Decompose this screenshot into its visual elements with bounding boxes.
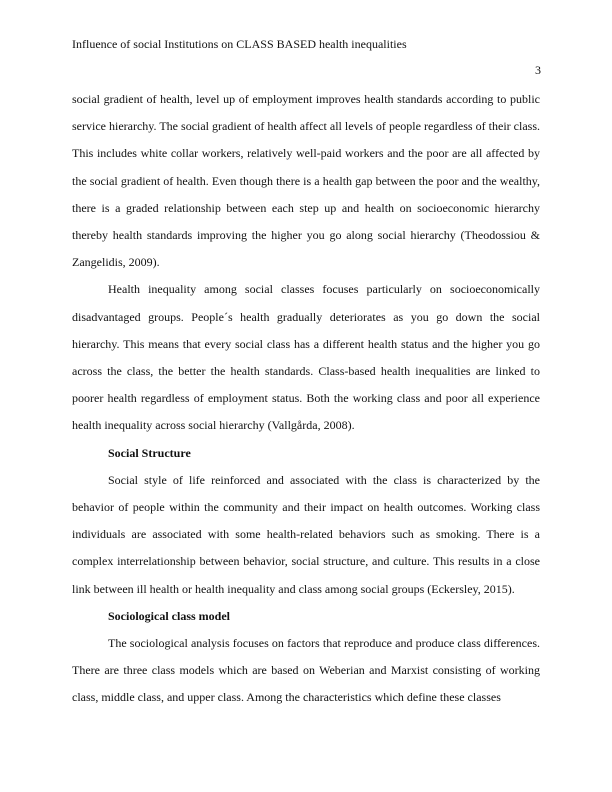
paragraph-class-model: The sociological analysis focuses on factors that reproduce and produce class differences. There are three class models which are based on Weberian and Marxist consisting of working class, middle class, and upper class. Among the characteristics which define these classes (72, 636, 540, 705)
heading-social-structure: Social Structure (108, 445, 191, 460)
document-body (72, 86, 540, 712)
paragraph-health-inequality: Health inequality among social classes focuses particularly on socioeconomically disadvantaged groups. People´s health gradually deteriorates as you go down the social hierarchy. This means that every social class has a different health status and the higher you go across the class, the better the health standards. Class-based health inequalities are linked to poorer health regardless of employment status. Both the working class and poor all experience health inequality across social hierarchy (Vallgårda, 2008). (72, 282, 540, 433)
running-head: Influence of social Institutions on CLASS BASED health inequalities (72, 37, 407, 51)
page-number: 3 (535, 63, 541, 77)
paragraph-social-structure: Social style of life reinforced and associated with the class is characterized by the behavior of people within the community and their impact on health outcomes. Working class individuals are associated with some health-related behaviors such as smoking. There is a complex interrelationship between behavior, social structure, and culture. This results in a close link between ill health or health inequality and class among social groups (Eckersley, 2015). (72, 472, 540, 596)
heading-sociological-class-model: Sociological class model (108, 608, 230, 623)
paragraph-social-gradient: social gradient of health, level up of employment improves health standards according to public service hierarchy. The social gradient of health affect all levels of people regardless of their class. This includes white collar workers, relatively well-paid workers and the poor are all affected by the social gradient of health. Even though there is a health gap between the poor and the wealthy, there is a graded relationship between each step up and health on socioeconomic hierarchy thereby health standards improving the higher you go along social hierarchy (Theodossiou & Zangelidis, 2009). (72, 92, 540, 270)
